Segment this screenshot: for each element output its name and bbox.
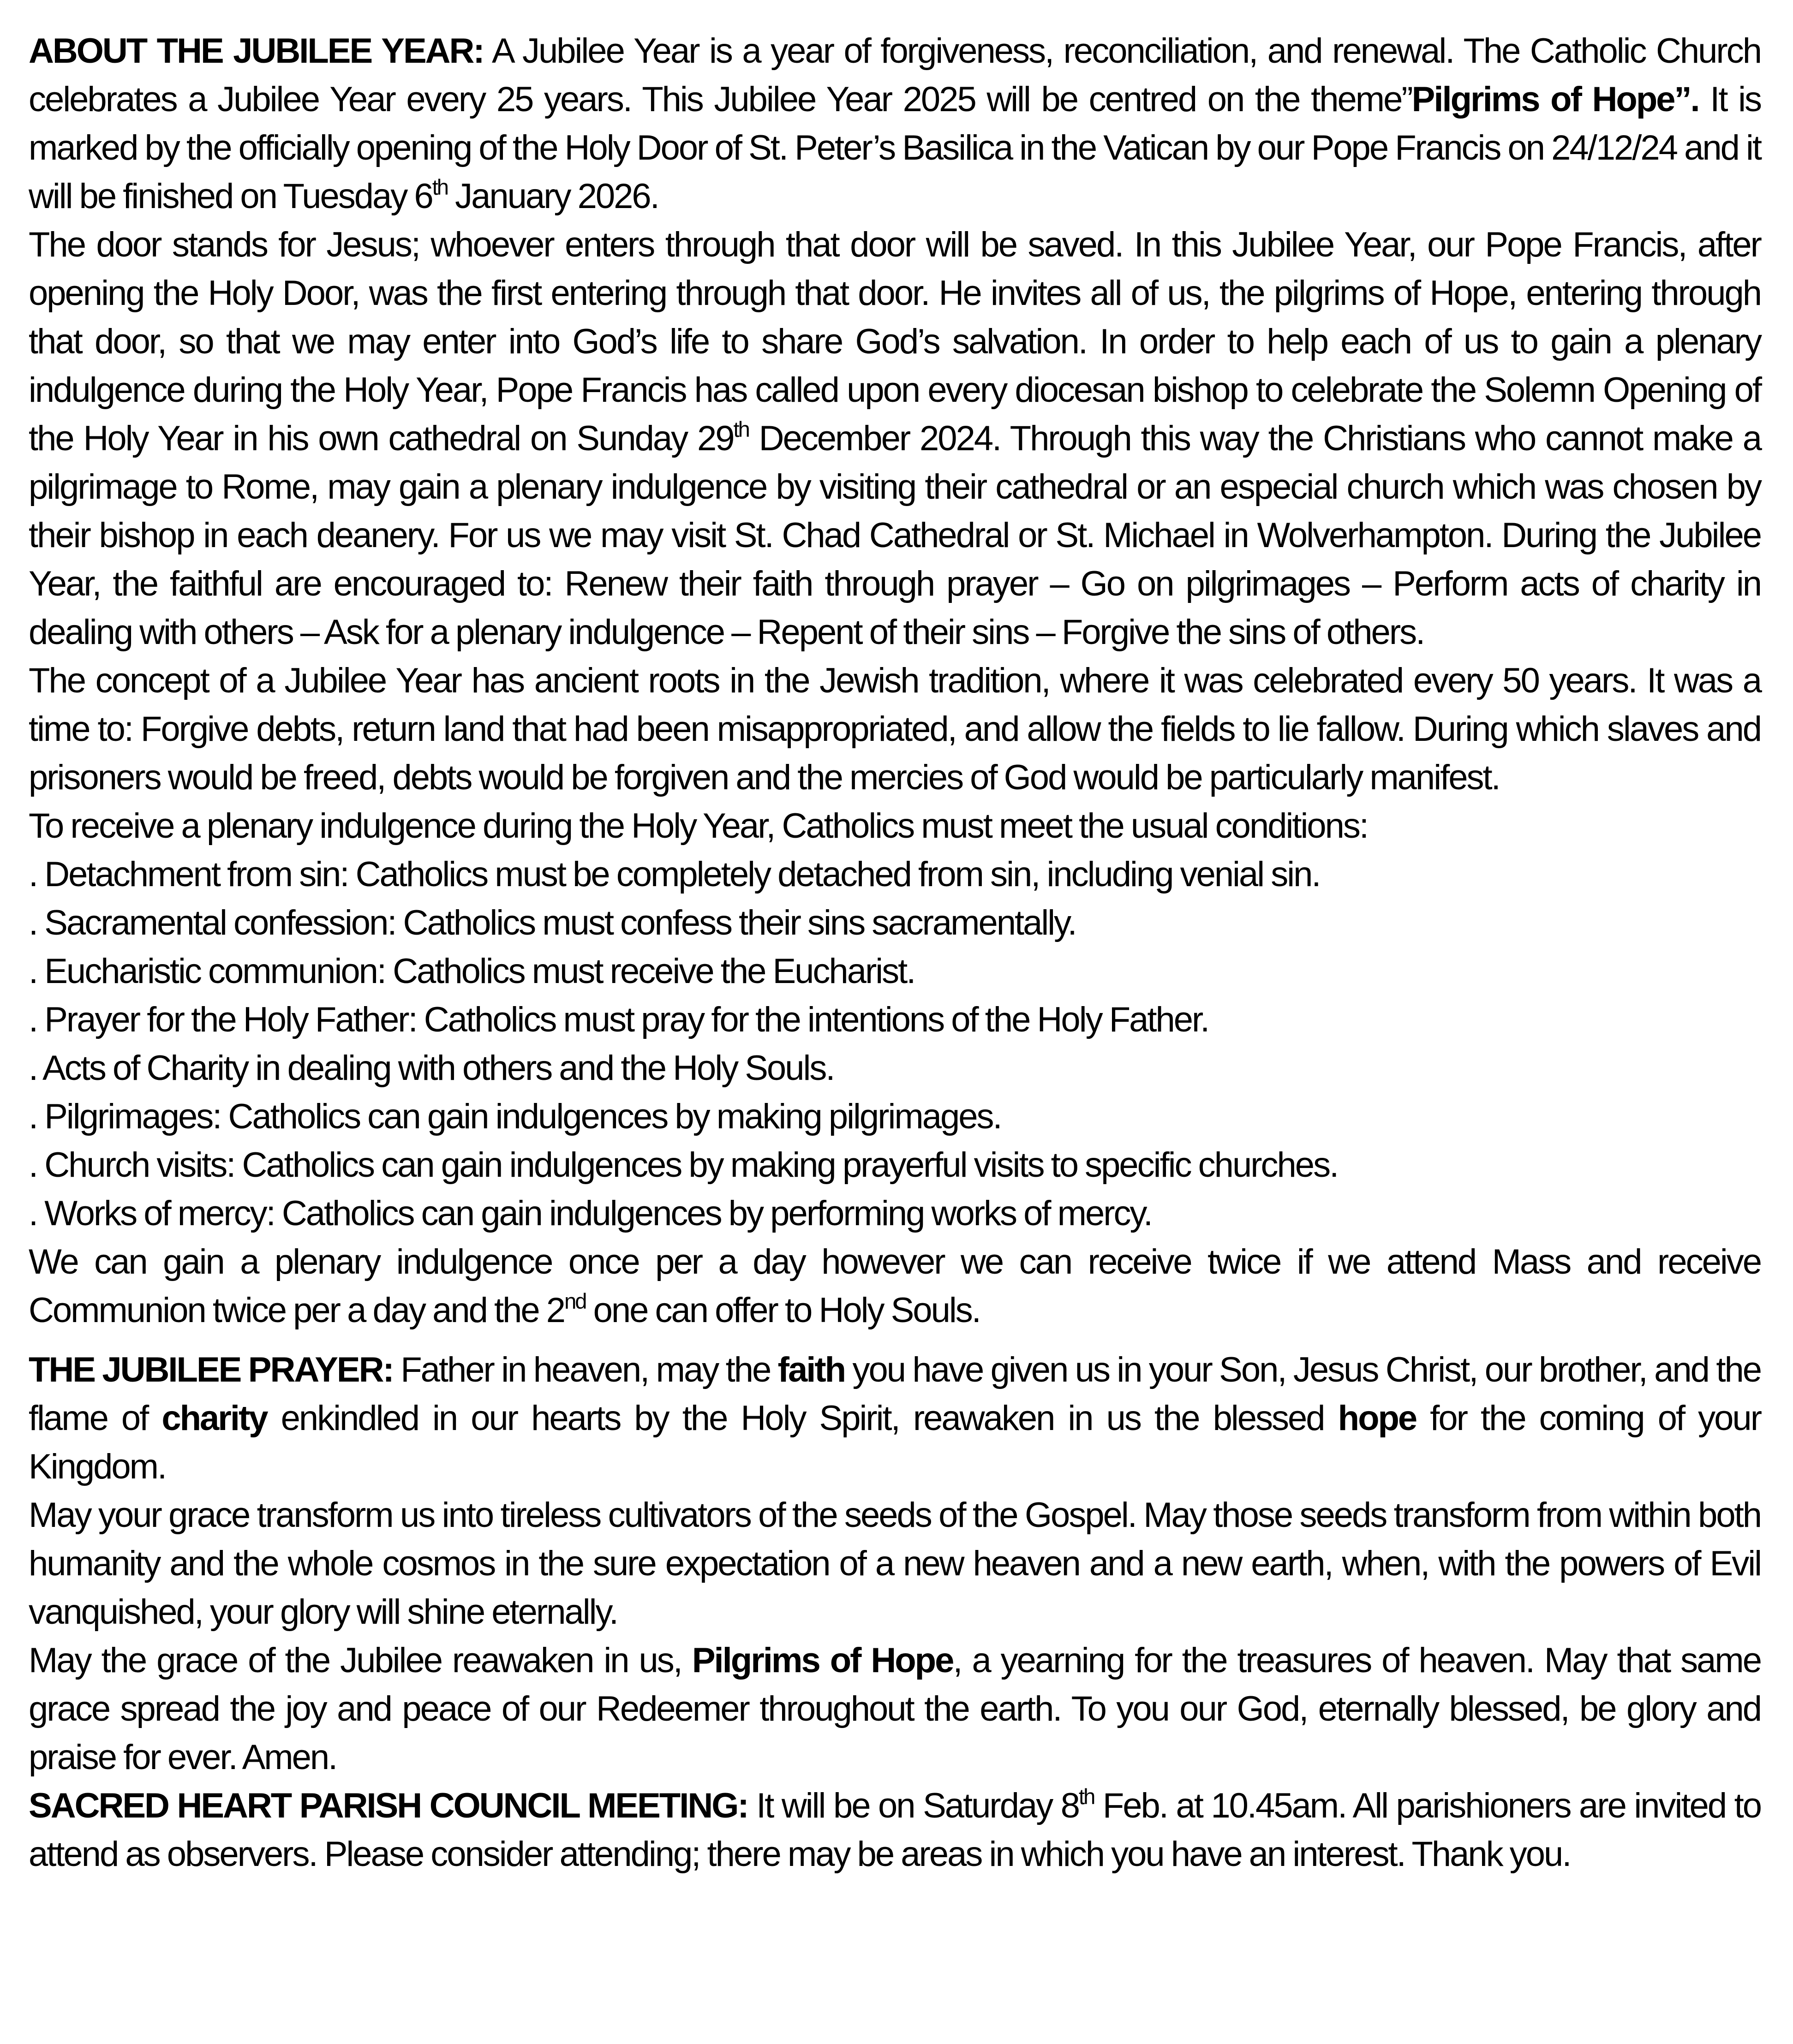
holy-door-paragraph: The door stands for Jesus; whoever enters through that door will be saved. In this Jubilee Year, our Pope Francis, after opening the Holy Door, was the first entering through that door. He invites all of us, the pilgrims of Hope, entering through that door, so that we may enter into God’s life to share God’s salvation. In order to help each of us to gain a plenary indulgence during the Holy Year, Pope Francis has called upon every diocesan bishop to celebrate the Solemn Opening of the Holy Year in his own cathedral on Sunday 29th December 2024. Through this way the Christians who cannot make a pilgrimage to Rome, may gain a plenary indulgence by visiting their cathedral or an especial church which was chosen by their bishop in each deanery. For us we may visit St. Chad Cathedral or St. Michael in Wolverhampton. During the Jubilee Year, the faithful are encouraged to: Renew their faith through prayer – Go on pilgrimages – Perform acts of charity in dealing with others – Ask for a plenary indulgence – Repent of their sins – Forgive the sins of others. (29, 225, 1761, 652)
jubilee-prayer-paragraph: THE JUBILEE PRAYER: Father in heaven, may the faith you have given us in your Son, Jesus Christ, our brother, and the flame of charity enkindled in our hearts by the Holy Spirit, reawaken in us the blessed hope for the coming of your Kingdom. (29, 1350, 1761, 1486)
list-item: . Church visits: Catholics can gain indulgences by making prayerful visits to specific churches. (29, 1145, 1338, 1185)
jubilee-year-heading: ABOUT THE JUBILEE YEAR: (29, 31, 484, 71)
prayer-grace-paragraph: May your grace transform us into tireless cultivators of the seeds of the Gospel. May those seeds transform from within both humanity and the whole cosmos in the sure expectation of a new heaven and a new earth, when, with the powers of Evil vanquished, your glory will shine eternally. (29, 1496, 1761, 1632)
list-item: . Detachment from sin: Catholics must be completely detached from sin, including venial sin. (29, 855, 1320, 894)
list-item: . Pilgrimages: Catholics can gain indulgences by making pilgrimages. (29, 1097, 1001, 1136)
list-item: . Works of mercy: Catholics can gain indulgences by performing works of mercy. (29, 1194, 1152, 1233)
theme-pilgrims-of-hope: Pilgrims of Hope”. (1411, 80, 1699, 119)
jubilee-intro-paragraph: ABOUT THE JUBILEE YEAR: A Jubilee Year is a year of forgiveness, reconciliation, and renewal. The Catholic Church celebrates a Jubilee Year every 25 years. This Jubilee Year 2025 will be centred on the theme”Pilgrims of Hope”. It is marked by the officially opening of the Holy Door of St. Peter’s Basilica in the Vatican by our Pope Francis on 24/12/24 and it will be finished on Tuesday 6th January 2026. (29, 31, 1761, 216)
list-item: . Sacramental confession: Catholics must confess their sins sacramentally. (29, 903, 1076, 942)
parish-council-paragraph: SACRED HEART PARISH COUNCIL MEETING: It will be on Saturday 8th Feb. at 10.45am. All parishioners are invited to attend as observers. Please consider attending; there may be areas in which you have an interest. Thank you. (29, 1784, 1761, 1874)
section-spacer (29, 1335, 1761, 1346)
bulletin-page (29, 27, 1761, 1878)
jewish-tradition-paragraph: The concept of a Jubilee Year has ancient roots in the Jewish tradition, where it was celebrated every 50 years. It was a time to: Forgive debts, return land that had been misappropriated, and allow the fields to lie fallow. During which slaves and prisoners would be freed, debts would be forgiven and the mercies of God would be particularly manifest. (29, 661, 1761, 797)
jubilee-prayer-heading: THE JUBILEE PRAYER: (29, 1350, 393, 1389)
list-item: . Prayer for the Holy Father: Catholics must pray for the intentions of the Holy Father. (29, 1000, 1209, 1039)
conditions-intro: To receive a plenary indulgence during the Holy Year, Catholics must meet the usual conditions: (29, 806, 1368, 846)
conditions-list (29, 850, 1761, 1238)
twice-per-day-paragraph: We can gain a plenary indulgence once per a day however we can receive twice if we attend Mass and receive Communion twice per a day and the 2nd one can offer to Holy Souls. (29, 1242, 1761, 1330)
parish-council-heading: SACRED HEART PARISH COUNCIL MEETING: (29, 1786, 748, 1825)
list-item: . Eucharistic communion: Catholics must receive the Eucharist. (29, 952, 915, 991)
list-item: . Acts of Charity in dealing with others and the Holy Souls. (29, 1049, 834, 1088)
prayer-closing-paragraph: May the grace of the Jubilee reawaken in us, Pilgrims of Hope, a yearning for the treasures of heaven. May that same grace spread the joy and peace of our Redeemer throughout the earth. To you our God, eternally blessed, be glory and praise for ever. Amen. (29, 1641, 1761, 1777)
